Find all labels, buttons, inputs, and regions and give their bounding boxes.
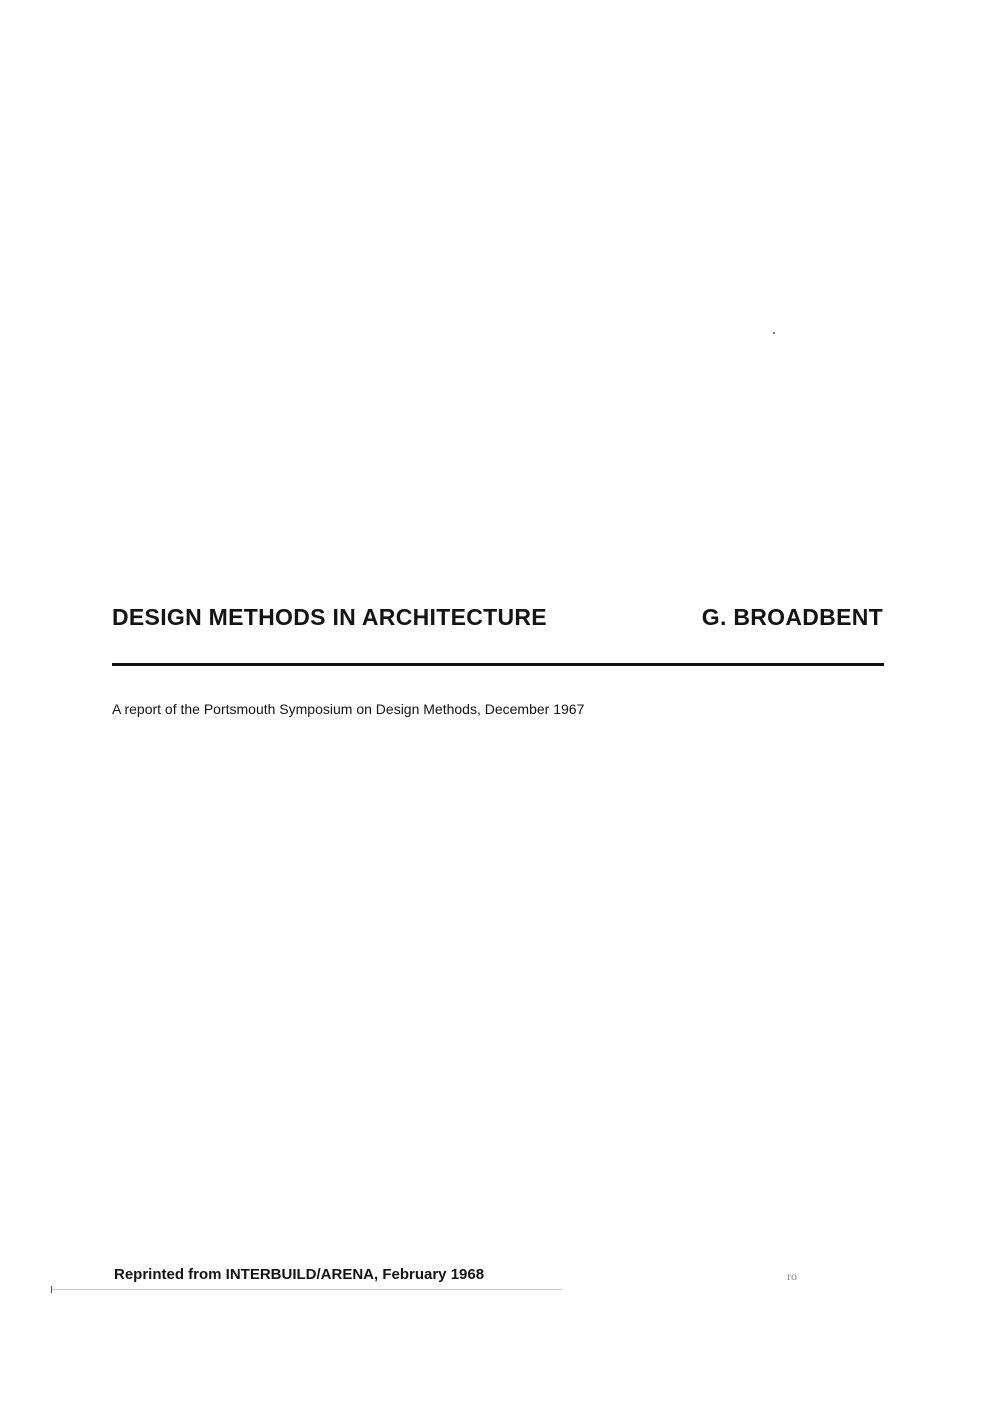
- reprint-note: Reprinted from INTERBUILD/ARENA, February 1968: [114, 1266, 485, 1283]
- document-author: G. BROADBENT: [701, 604, 883, 630]
- document-subtitle: A report of the Portsmouth Symposium on Design Methods, December 1967: [112, 701, 585, 717]
- scan-speck: [773, 332, 775, 334]
- document-title: DESIGN METHODS IN ARCHITECTURE: [112, 604, 547, 630]
- footer-rule: [52, 1289, 562, 1290]
- page-mark: ro: [787, 1269, 797, 1283]
- title-rule: [112, 663, 884, 666]
